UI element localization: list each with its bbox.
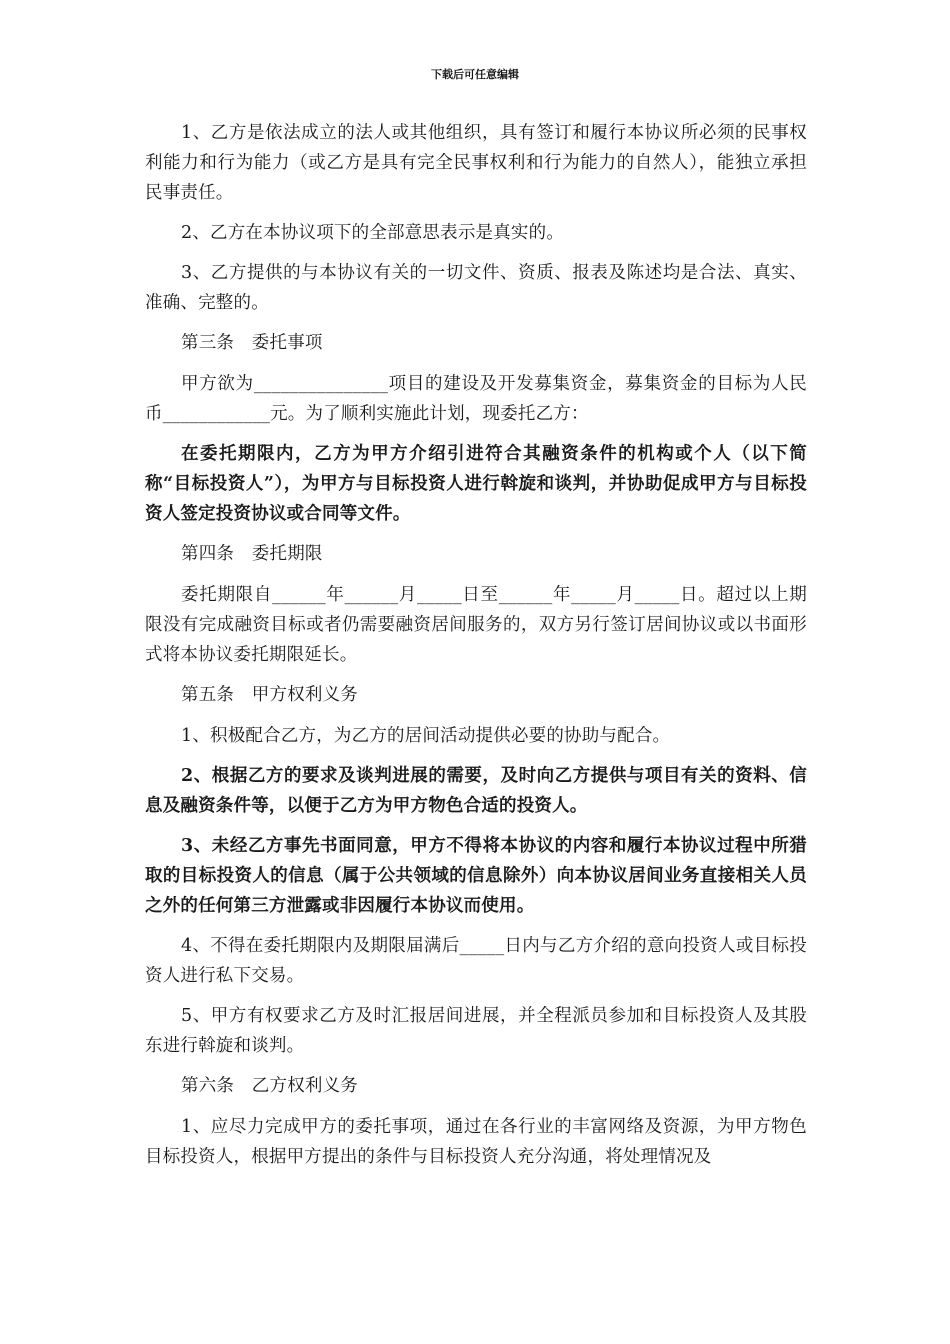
paragraph-jia-duty-2: 2、根据乙方的要求及谈判进展的需要，及时向乙方提供与项目有关的资料、信息及融资条件等，以便于乙方为甲方物色合适的投资人。 [145,766,807,816]
paragraph-jia-duty-4: 4、不得在委托期限内及期限届满后_____日内与乙方介绍的意向投资人或目标投资人进行私下交易。 [145,936,807,986]
paragraph-yi-true-intent: 2、乙方在本协议项下的全部意思表示是真实的。 [181,223,565,243]
page-header: 下载后可任意编辑 [431,68,519,81]
paragraph-commission-scope: 在委托期限内，乙方为甲方介绍引进符合其融资条件的机构或个人（以下简称“目标投资人”），为甲方与目标投资人进行斡旋和谈判，并协助促成甲方与目标投资人签定投资协议或合同等文件。 [145,444,807,524]
article-3-heading: 第三条 委托事项 [181,333,323,353]
paragraph-jia-duty-5: 5、甲方有权要求乙方及时汇报居间进展，并全程派员参加和目标投资人及其股东进行斡旋和谈判。 [145,1006,807,1056]
paragraph-jia-duty-1: 1、积极配合乙方，为乙方的居间活动提供必要的协助与配合。 [181,726,671,746]
paragraph-yi-documents: 3、乙方提供的与本协议有关的一切文件、资质、报表及陈述均是合法、真实、准确、完整的。 [145,263,807,313]
paragraph-commission-period: 委托期限自______年______月_____日至______年_____月_____日。超过以上期限没有完成融资目标或者仍需要融资居间服务的，双方另行签订居间协议或以书面形式将本协议委托期限延长。 [145,585,807,665]
paragraph-yi-duty-1: 1、应尽力完成甲方的委托事项，通过在各行业的丰富网络及资源，为甲方物色目标投资人，根据甲方提出的条件与目标投资人充分沟通，将处理情况及 [145,1117,807,1167]
paragraph-fundraising-target: 甲方欲为_______________项目的建设及开发募集资金，募集资金的目标为人民币____________元。为了顺利实施此计划，现委托乙方： [145,374,807,424]
paragraph-yi-legal-status: 1、乙方是依法成立的法人或其他组织，具有签订和履行本协议所必须的民事权利能力和行为能力（或乙方是具有完全民事权利和行为能力的自然人），能独立承担民事责任。 [145,123,807,203]
article-6-heading: 第六条 乙方权利义务 [181,1076,358,1096]
document-body [145,118,807,1182]
article-4-heading: 第四条 委托期限 [181,544,323,564]
paragraph-jia-duty-3: 3、未经乙方事先书面同意，甲方不得将本协议的内容和履行本协议过程中所猎取的目标投资人的信息（属于公共领域的信息除外）向本协议居间业务直接相关人员之外的任何第三方泄露或非因履行本协议而使用。 [145,836,807,916]
article-5-heading: 第五条 甲方权利义务 [181,685,358,705]
